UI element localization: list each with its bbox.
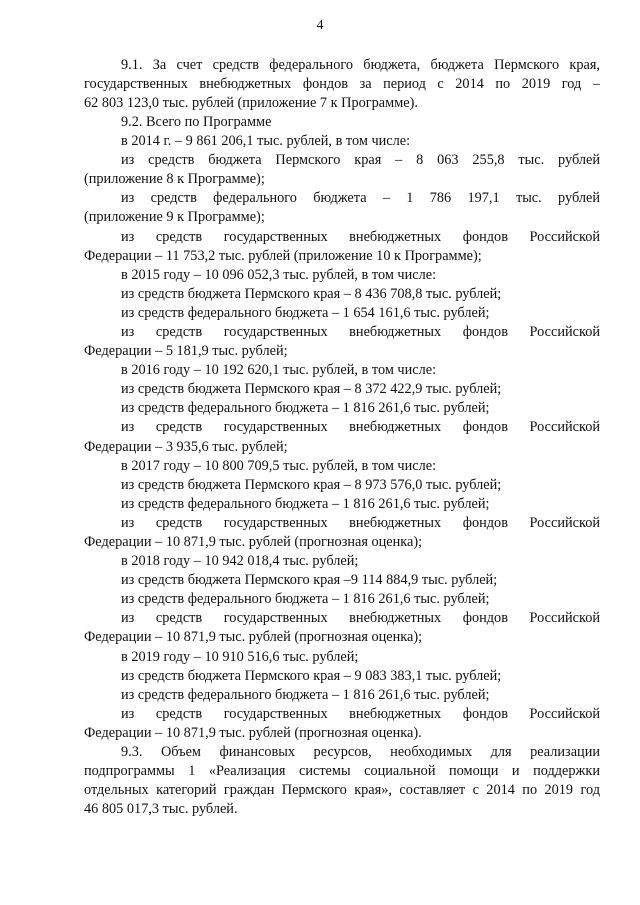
text-line: Федерации – 10 871,9 тыс. рублей (прогнозная оценка); (84, 534, 423, 550)
text-line: из средств государственных внебюджетных фондов Российской (121, 706, 600, 722)
text-line: (приложение 8 к Программе); (84, 171, 265, 187)
text-line: Федерации – 10 871,9 тыс. рублей (прогнозная оценка); (84, 629, 423, 645)
text-line: из средств федерального бюджета – 1 816 261,6 тыс. рублей; (121, 591, 490, 607)
text-line: из средств бюджета Пермского края – 8 973 576,0 тыс. рублей; (121, 477, 502, 493)
text-line: в 2014 г. – 9 861 206,1 тыс. рублей, в том числе: (121, 133, 411, 149)
text-line: в 2018 году – 10 942 018,4 тыс. рублей; (121, 553, 359, 569)
text-line: (приложение 9 к Программе); (84, 209, 265, 225)
text-line: подпрограммы 1 «Реализация системы социальной помощи и поддержки (84, 763, 600, 779)
page-number: 4 (316, 18, 324, 33)
text-line: в 2016 году – 10 192 620,1 тыс. рублей, в том числе: (121, 362, 437, 378)
text-line: 46 805 017,3 тыс. рублей. (84, 801, 238, 817)
text-line: из средств бюджета Пермского края –9 114 884,9 тыс. рублей; (121, 572, 498, 588)
text-line: из средств государственных внебюджетных фондов Российской (121, 515, 600, 531)
text-line: из средств бюджета Пермского края – 9 083 383,1 тыс. рублей; (121, 668, 502, 684)
text-line: из средств федерального бюджета – 1 816 261,6 тыс. рублей; (121, 496, 490, 512)
text-line: из средств государственных внебюджетных фондов Российской (121, 610, 600, 626)
text-line: 62 803 123,0 тыс. рублей (приложение 7 к Программе). (84, 95, 418, 111)
text-line: Федерации – 5 181,9 тыс. рублей; (84, 343, 288, 359)
text-line: из средств федерального бюджета – 1 816 261,6 тыс. рублей; (121, 687, 490, 703)
text-line: из средств федерального бюджета – 1 786 197,1 тыс. рублей (121, 190, 600, 206)
text-line: Федерации – 10 871,9 тыс. рублей (прогнозная оценка). (84, 725, 422, 741)
text-line: из средств бюджета Пермского края – 8 063 255,8 тыс. рублей (121, 152, 600, 168)
text-line: из средств бюджета Пермского края – 8 436 708,8 тыс. рублей; (121, 286, 502, 302)
text-line: 9.2. Всего по Программе (121, 114, 272, 130)
text-line: Федерации – 3 935,6 тыс. рублей; (84, 439, 288, 455)
text-line: из средств государственных внебюджетных фондов Российской (121, 324, 600, 340)
text-line: из средств государственных внебюджетных фондов Российской (121, 419, 600, 435)
text-line: из средств федерального бюджета – 1 816 261,6 тыс. рублей; (121, 400, 490, 416)
text-line: в 2015 году – 10 096 052,3 тыс. рублей, в том числе: (121, 267, 437, 283)
text-line: отдельных категорий граждан Пермского края», составляет с 2014 по 2019 год (84, 782, 600, 798)
text-line: 9.1. За счет средств федерального бюджета, бюджета Пермского края, (121, 57, 600, 73)
text-line: государственных внебюджетных фондов за период с 2014 по 2019 год – (84, 76, 600, 92)
text-line: в 2017 году – 10 800 709,5 тыс. рублей, в том числе: (121, 458, 437, 474)
text-line: из средств федерального бюджета – 1 654 161,6 тыс. рублей; (121, 305, 490, 321)
text-line: 9.3. Объем финансовых ресурсов, необходимых для реализации (121, 744, 600, 760)
text-line: в 2019 году – 10 910 516,6 тыс. рублей; (121, 649, 359, 665)
text-line: из средств бюджета Пермского края – 8 372 422,9 тыс. рублей; (121, 381, 502, 397)
text-line: Федерации – 11 753,2 тыс. рублей (приложение 10 к Программе); (84, 248, 482, 264)
text-line: из средств государственных внебюджетных фондов Российской (121, 229, 600, 245)
